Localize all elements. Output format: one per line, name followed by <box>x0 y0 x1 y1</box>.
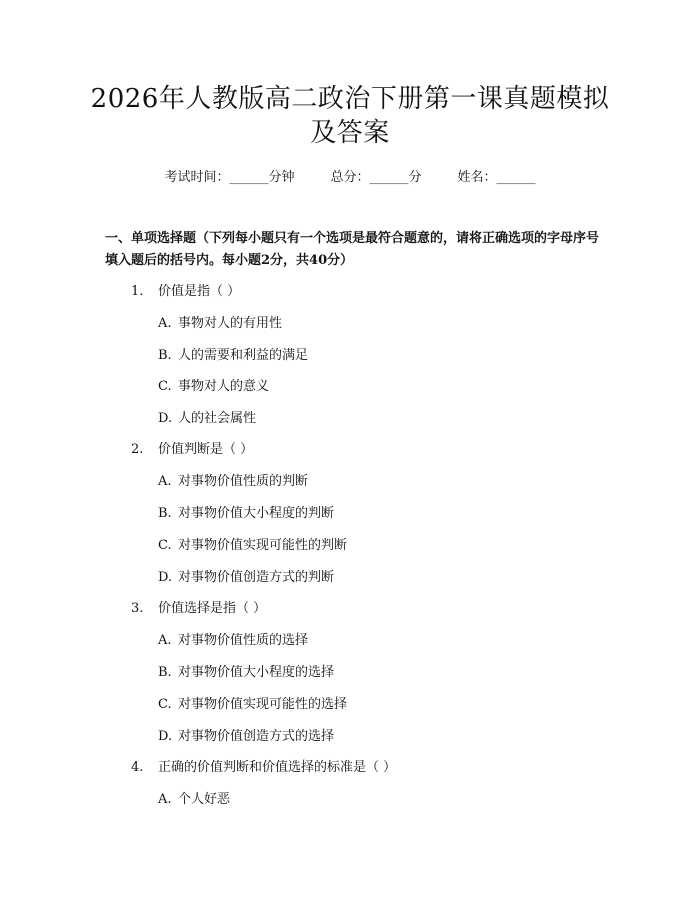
option <box>158 537 347 555</box>
option <box>158 728 334 746</box>
total-score-label: 总分：______分 <box>330 170 422 185</box>
name-label: 姓名：______ <box>457 170 536 185</box>
option-text: 对事物价值性质的判断 <box>178 474 309 489</box>
option-letter: D. <box>158 411 173 426</box>
option-letter: A. <box>158 316 172 331</box>
exam-time-label: 考试时间：______分钟 <box>164 170 295 185</box>
option-letter: A. <box>158 633 172 648</box>
option <box>158 632 308 650</box>
option-letter: C. <box>158 538 172 553</box>
option <box>158 410 256 428</box>
option <box>158 347 308 365</box>
document-title <box>70 82 630 150</box>
question-text: 正确的价值判断和价值选择的标准是（ ） <box>158 760 397 775</box>
option-text: 事物对人的有用性 <box>178 316 283 331</box>
question-text: 价值选择是指（ ） <box>158 601 267 616</box>
option <box>158 791 230 809</box>
option-text: 对事物价值实现可能性的选择 <box>178 697 348 712</box>
option-text: 人的社会属性 <box>178 411 257 426</box>
question <box>131 759 396 777</box>
option-text: 对事物价值创造方式的判断 <box>178 570 335 585</box>
option-letter: D. <box>158 729 173 744</box>
question-text: 价值判断是（ ） <box>158 442 254 457</box>
section-heading: 一、单项选择题（下列每小题只有一个选项是最符合题意的，请将正确选项的字母序号填入题后的括号内。每小题2分，共40分） <box>105 231 600 268</box>
option-letter: B. <box>158 506 172 521</box>
option-letter: C. <box>158 379 172 394</box>
title-line-1: 2026年人教版高二政治下册第一课真题模拟 <box>90 84 610 114</box>
option-letter: A. <box>158 474 172 489</box>
option-text: 对事物价值创造方式的选择 <box>178 729 335 744</box>
option-text: 个人好恶 <box>178 792 231 807</box>
question-number: 2. <box>131 442 144 457</box>
option <box>158 473 308 491</box>
option-text: 人的需要和利益的满足 <box>178 348 309 363</box>
question <box>131 283 240 301</box>
question-text: 价值是指（ ） <box>158 284 241 299</box>
option-text: 对事物价值大小程度的选择 <box>178 665 335 680</box>
option-letter: B. <box>158 348 172 363</box>
option-text: 对事物价值性质的选择 <box>178 633 309 648</box>
option-letter: B. <box>158 665 172 680</box>
option-letter: D. <box>158 570 173 585</box>
option-text: 对事物价值实现可能性的判断 <box>178 538 348 553</box>
option <box>158 378 269 396</box>
question-number: 4. <box>131 760 144 775</box>
question-number: 3. <box>131 601 144 616</box>
option <box>158 696 347 714</box>
question <box>131 600 266 618</box>
title-line-2: 及答案 <box>310 118 390 148</box>
option-letter: C. <box>158 697 172 712</box>
option-text: 事物对人的意义 <box>178 379 270 394</box>
option-text: 对事物价值大小程度的判断 <box>178 506 335 521</box>
option <box>158 569 334 587</box>
exam-meta <box>0 168 700 188</box>
option-letter: A. <box>158 792 172 807</box>
option <box>158 505 334 523</box>
option <box>158 315 282 333</box>
question-number: 1. <box>131 284 144 299</box>
option <box>158 664 334 682</box>
question <box>131 441 253 459</box>
